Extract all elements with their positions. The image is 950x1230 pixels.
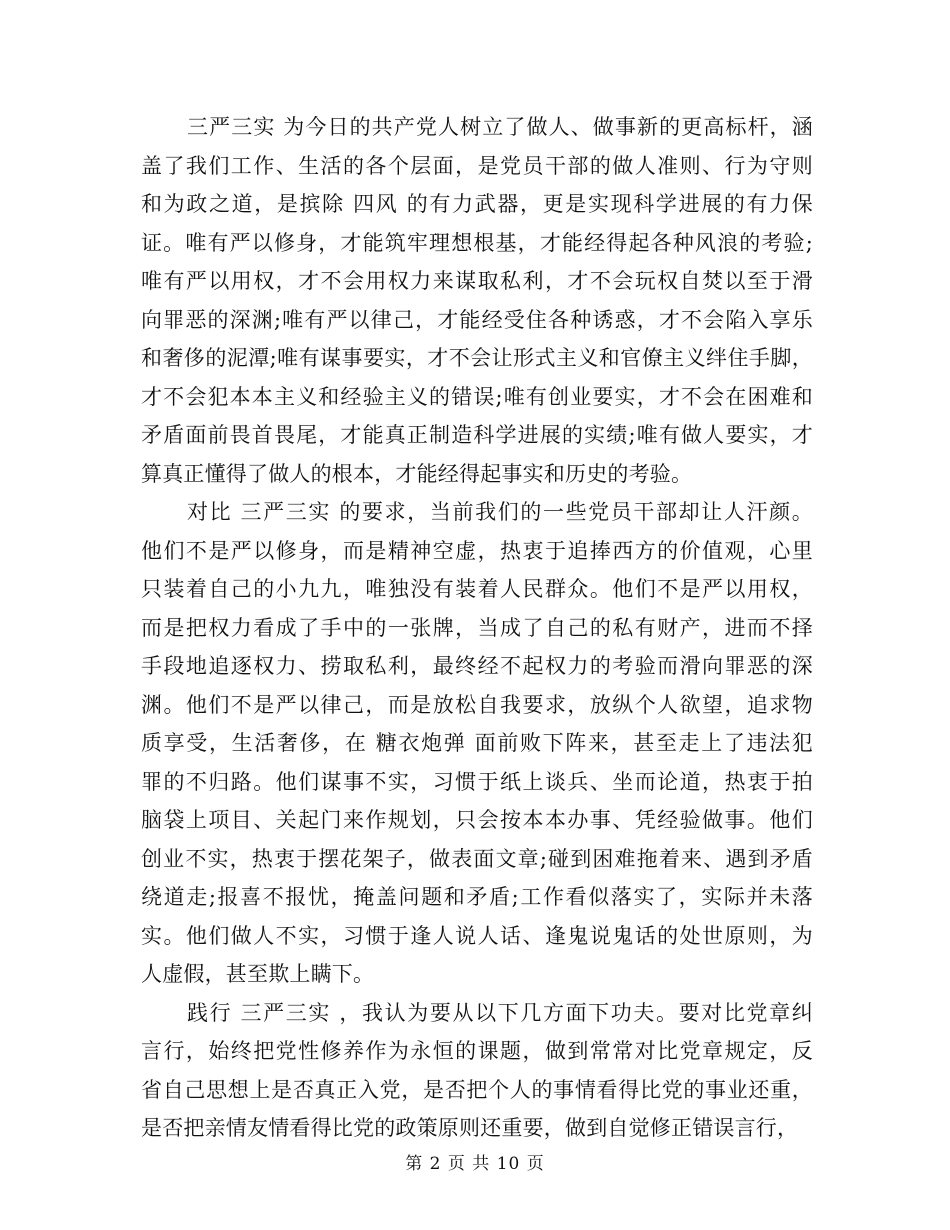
text-line: 算真正懂得了做人的根本，才能经得起事实和历史的考验。 xyxy=(141,461,693,486)
text-line: 言行，始终把党性修养作为永恒的课题，做到常常对比党章规定，反 xyxy=(141,1039,813,1063)
text-line: 只装着自己的小九九，唯独没有装着人民群众。他们不是严以用权， xyxy=(141,577,813,601)
text-line: 矛盾面前畏首畏尾，才能真正制造科学进展的实绩;唯有做人要实，才 xyxy=(141,423,813,447)
text-line: 创业不实，热衷于摆花架子，做表面文章;碰到困难拖着来、遇到矛盾 xyxy=(141,846,813,871)
text-line: 对比 三严三实 的要求，当前我们的一些党员干部却让人汗颜。 xyxy=(187,500,813,524)
page-footer: 第 2 页 共 10 页 xyxy=(405,1154,545,1174)
text-line: 证。唯有严以修身，才能筑牢理想根基，才能经得起各种风浪的考验; xyxy=(141,230,813,255)
text-line: 他们不是严以修身，而是精神空虚，热衷于追捧西方的价值观，心里 xyxy=(141,538,813,563)
text-line: 和奢侈的泥潭;唯有谋事要实，才不会让形式主义和官僚主义绊住手脚， xyxy=(141,346,813,370)
text-line: 盖了我们工作、生活的各个层面，是党员干部的做人准则、行为守则 xyxy=(141,153,813,178)
text-line: 是否把亲情友情看得比党的政策原则还重要，做到自觉修正错误言行， xyxy=(141,1116,799,1140)
text-line: 向罪恶的深渊;唯有严以律己，才能经受住各种诱惑，才不会陷入享乐 xyxy=(141,307,813,332)
text-line: 质享受，生活奢侈，在 糖衣炮弹 面前败下阵来，甚至走上了违法犯 xyxy=(141,731,813,755)
paragraph xyxy=(141,493,813,994)
text-line: 实。他们做人不实，习惯于逢人说人话、逢鬼说鬼话的处世原则，为 xyxy=(141,923,813,948)
text-line: 而是把权力看成了手中的一张牌，当成了自己的私有财产，进而不择 xyxy=(141,615,813,640)
text-line: 绕道走;报喜不报忧，掩盖问题和矛盾;工作看似落实了，实际并未落 xyxy=(141,885,813,909)
text-line: 脑袋上项目、关起门来作规划，只会按本本办事、凭经验做事。他们 xyxy=(141,808,813,832)
text-line: 手段地追逐权力、捞取私利，最终经不起权力的考验而滑向罪恶的深 xyxy=(141,654,813,678)
text-line: 渊。他们不是严以律己，而是放松自我要求，放纵个人欲望，追求物 xyxy=(141,692,813,717)
text-line: 省自己思想上是否真正入党，是否把个人的事情看得比党的事业还重， xyxy=(141,1077,813,1102)
text-line: 唯有严以用权，才不会用权力来谋取私利，才不会玩权自焚以至于滑 xyxy=(141,269,813,293)
text-line: 罪的不归路。他们谋事不实，习惯于纸上谈兵、坐而论道，热衷于拍 xyxy=(141,769,813,794)
paragraph xyxy=(141,994,813,1148)
paragraph xyxy=(141,108,813,493)
text-line: 才不会犯本本主义和经验主义的错误;唯有创业要实，才不会在困难和 xyxy=(141,384,813,409)
document-body xyxy=(141,108,813,1148)
text-line: 三严三实 为今日的共产党人树立了做人、做事新的更高标杆，涵 xyxy=(187,115,813,139)
text-line: 和为政之道，是摈除 四风 的有力武器，更是实现科学进展的有力保 xyxy=(141,192,813,216)
text-line: 践行 三严三实 ，我认为要从以下几方面下功夫。要对比党章纠 xyxy=(187,1000,813,1025)
text-line: 人虚假，甚至欺上瞒下。 xyxy=(141,962,375,986)
